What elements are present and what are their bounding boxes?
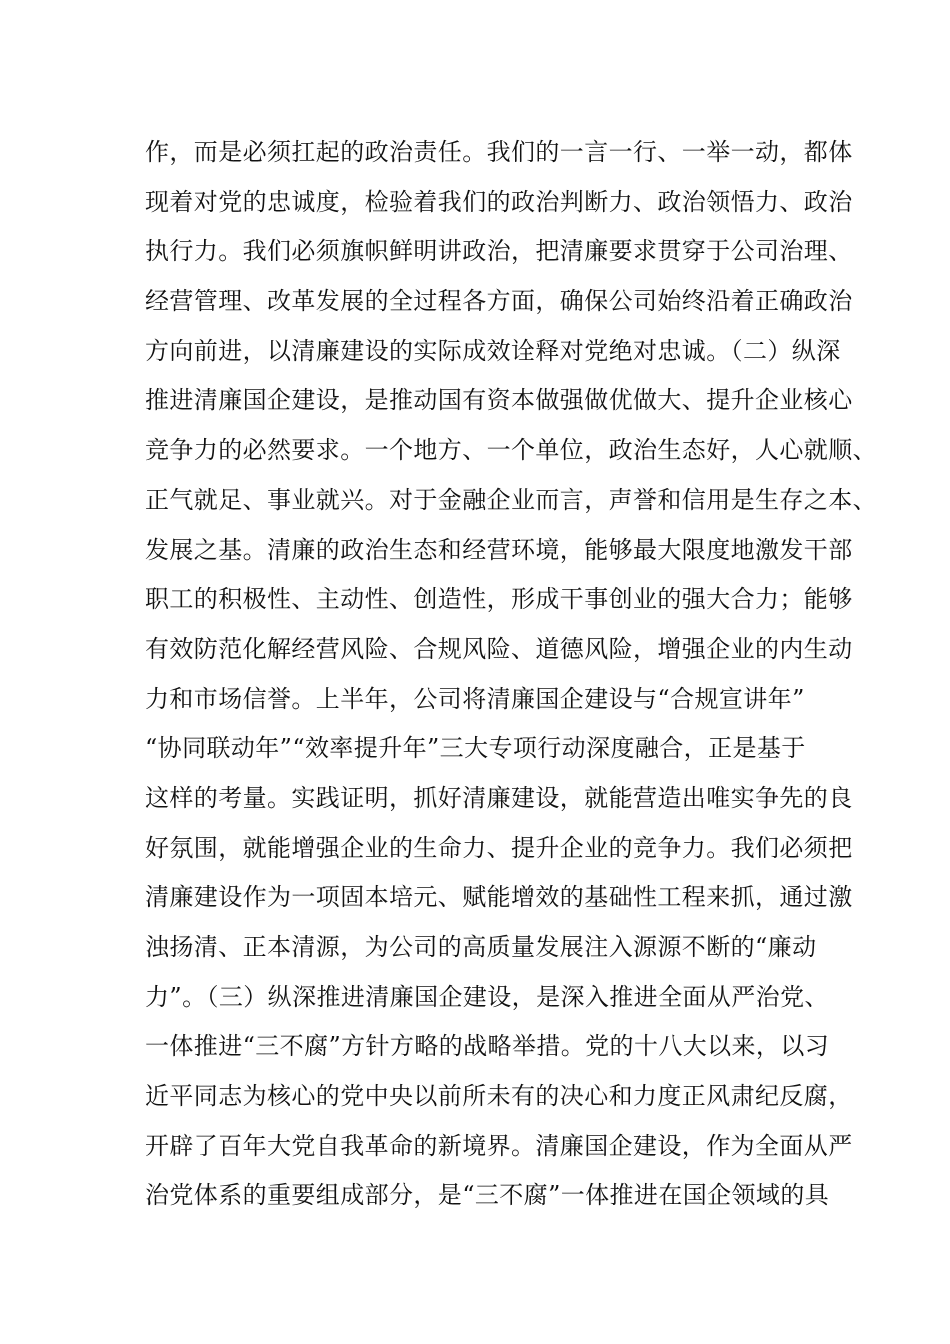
text-line: 好氛围，就能增强企业的生命力、提升企业的竞争力。我们必须把: [145, 833, 853, 862]
text-line: 执行力。我们必须旗帜鲜明讲政治，把清廉要求贯穿于公司治理、: [145, 237, 853, 266]
text-line: 治党体系的重要组成部分，是“三不腐”一体推进在国企领域的具: [145, 1181, 830, 1210]
text-line: 力”。（三）纵深推进清廉国企建设，是深入推进全面从严治党、: [145, 982, 829, 1011]
text-line: 现着对党的忠诚度，检验着我们的政治判断力、政治领悟力、政治: [145, 187, 853, 216]
text-line: 有效防范化解经营风险、合规风险、道德风险，增强企业的内生动: [145, 634, 853, 663]
text-line: 开辟了百年大党自我革命的新境界。清廉国企建设，作为全面从严: [145, 1131, 853, 1160]
text-line: 发展之基。清廉的政治生态和经营环境，能够最大限度地激发干部: [145, 535, 853, 564]
text-line: 力和市场信誉。上半年，公司将清廉国企建设与“合规宣讲年”: [145, 684, 805, 713]
body-text: [145, 128, 877, 1221]
text-line: “协同联动年”“效率提升年”三大专项行动深度融合，正是基于: [145, 734, 806, 763]
text-line: 近平同志为核心的党中央以前所未有的决心和力度正风肃纪反腐，: [145, 1082, 853, 1111]
text-line: 职工的积极性、主动性、创造性，形成干事创业的强大合力；能够: [145, 585, 853, 614]
text-line: 经营管理、改革发展的全过程各方面，确保公司始终沿着正确政治: [145, 287, 853, 316]
text-line: 正气就足、事业就兴。对于金融企业而言，声誉和信用是生存之本、: [145, 485, 877, 514]
text-line: 清廉建设作为一项固本培元、赋能增效的基础性工程来抓，通过激: [145, 883, 853, 912]
text-line: 作，而是必须扛起的政治责任。我们的一言一行、一举一动，都体: [145, 138, 853, 166]
text-line: 方向前进，以清廉建设的实际成效诠释对党绝对忠诚。（二）纵深: [145, 336, 841, 365]
text-line: 这样的考量。实践证明，抓好清廉建设，就能营造出唯实争先的良: [145, 783, 853, 812]
text-line: 竞争力的必然要求。一个地方、一个单位，政治生态好，人心就顺、: [145, 436, 877, 465]
text-line: 推进清廉国企建设，是推动国有资本做强做优做大、提升企业核心: [145, 386, 853, 415]
text-line: 一体推进“三不腐”方针方略的战略举措。党的十八大以来，以习: [145, 1032, 830, 1061]
text-line: 浊扬清、正本清源，为公司的高质量发展注入源源不断的“廉动: [145, 933, 817, 961]
